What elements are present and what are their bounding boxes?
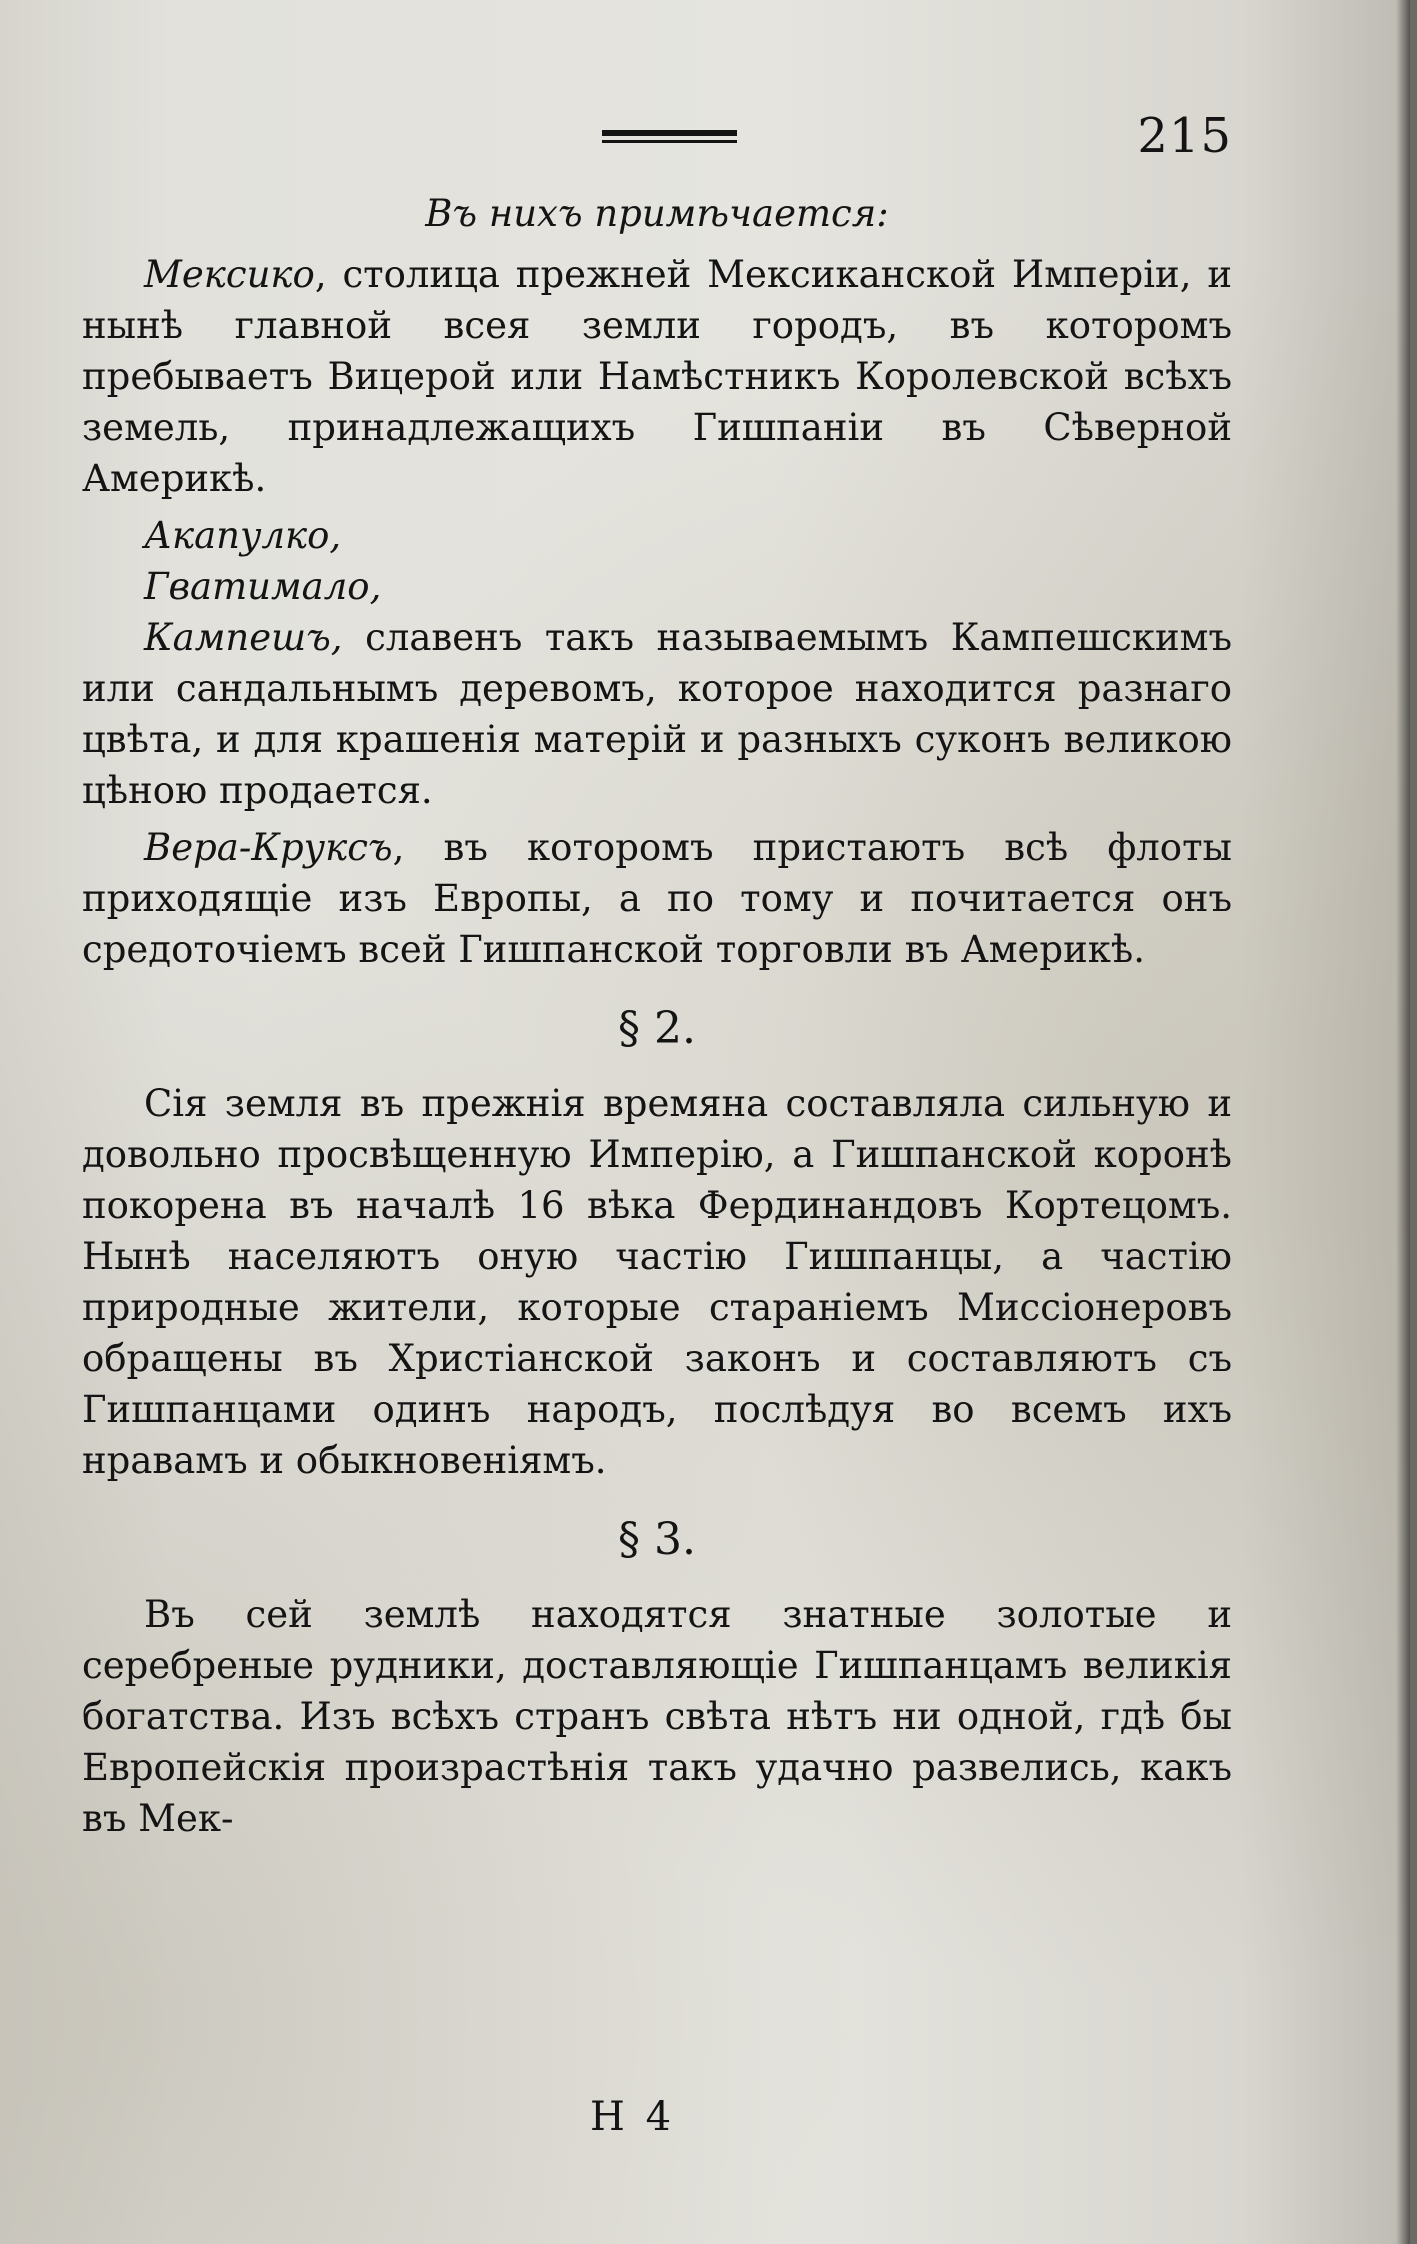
entry-name: Вера-Круксъ (144, 826, 393, 869)
entry-vera-cruz (82, 822, 1232, 975)
page-content (82, 100, 1232, 1850)
section-mark-3: § 3. (618, 1514, 696, 1565)
entry-guatemala (82, 561, 1232, 612)
page-number: 215 (1137, 108, 1232, 164)
section-3-paragraph: Въ сей землѣ находятся знатные золотые и серебреные рудники, доставляющіе Гишпанцамъ великія богатства. Изъ всѣхъ странъ свѣта нѣтъ ни одной, гдѣ бы Европейскія произрастѣнія такъ удачно развелись, какъ въ Мек- (82, 1593, 1232, 1840)
entry-name: Мексико (144, 253, 315, 296)
entry-campeche (82, 612, 1232, 816)
entry-name: Кампешъ, (144, 616, 343, 659)
page-edge-shadow (1396, 0, 1410, 2244)
list-heading: Въ нихъ примѣчается: (425, 192, 889, 235)
signature-mark: Н 4 (590, 2094, 676, 2140)
entry-name: Гватимало, (144, 565, 382, 608)
entry-name: Акапулко, (144, 514, 342, 557)
entry-acapulco (82, 510, 1232, 561)
entry-text: , въ которомъ пристаютъ всѣ флоты приходящіе изъ Европы, а по тому и почитается онъ средоточіемъ всей Гишпанской торговли въ Америкѣ. (82, 826, 1232, 971)
section-2-paragraph: Сія земля въ прежнія времяна составляла сильную и довольно просвѣщенную Имперію, а Гишпанской коронѣ покорена въ началѣ 16 вѣка Фердинандовъ Кортецомъ. Нынѣ населяютъ оную частію Гишпанцы, а частію природные жители, которые стараніемъ Миссіонеровъ обращены въ Христіанской законъ и составляютъ съ Гишпанцами одинъ народъ, послѣдуя во всемъ ихъ нравамъ и обыкновеніямъ. (82, 1082, 1232, 1482)
section-mark-2: § 2. (618, 1003, 696, 1054)
entry-mexico (82, 249, 1232, 504)
header-rule (602, 130, 737, 143)
entry-text: славенъ такъ называемымъ Кампешскимъ или сандальнымъ деревомъ, которое находится разнаго цвѣта, и для крашенія матерій и разныхъ суконъ великою цѣною продается. (82, 616, 1232, 812)
entry-text: , столица прежней Мексиканской Имперіи, и нынѣ главной всея земли городъ, въ которомъ пребываетъ Вицерой или Намѣстникъ Королевской всѣхъ земель, принадлежащихъ Гишпаніи въ Сѣверной Америкѣ. (82, 253, 1232, 500)
page-header (82, 100, 1232, 180)
